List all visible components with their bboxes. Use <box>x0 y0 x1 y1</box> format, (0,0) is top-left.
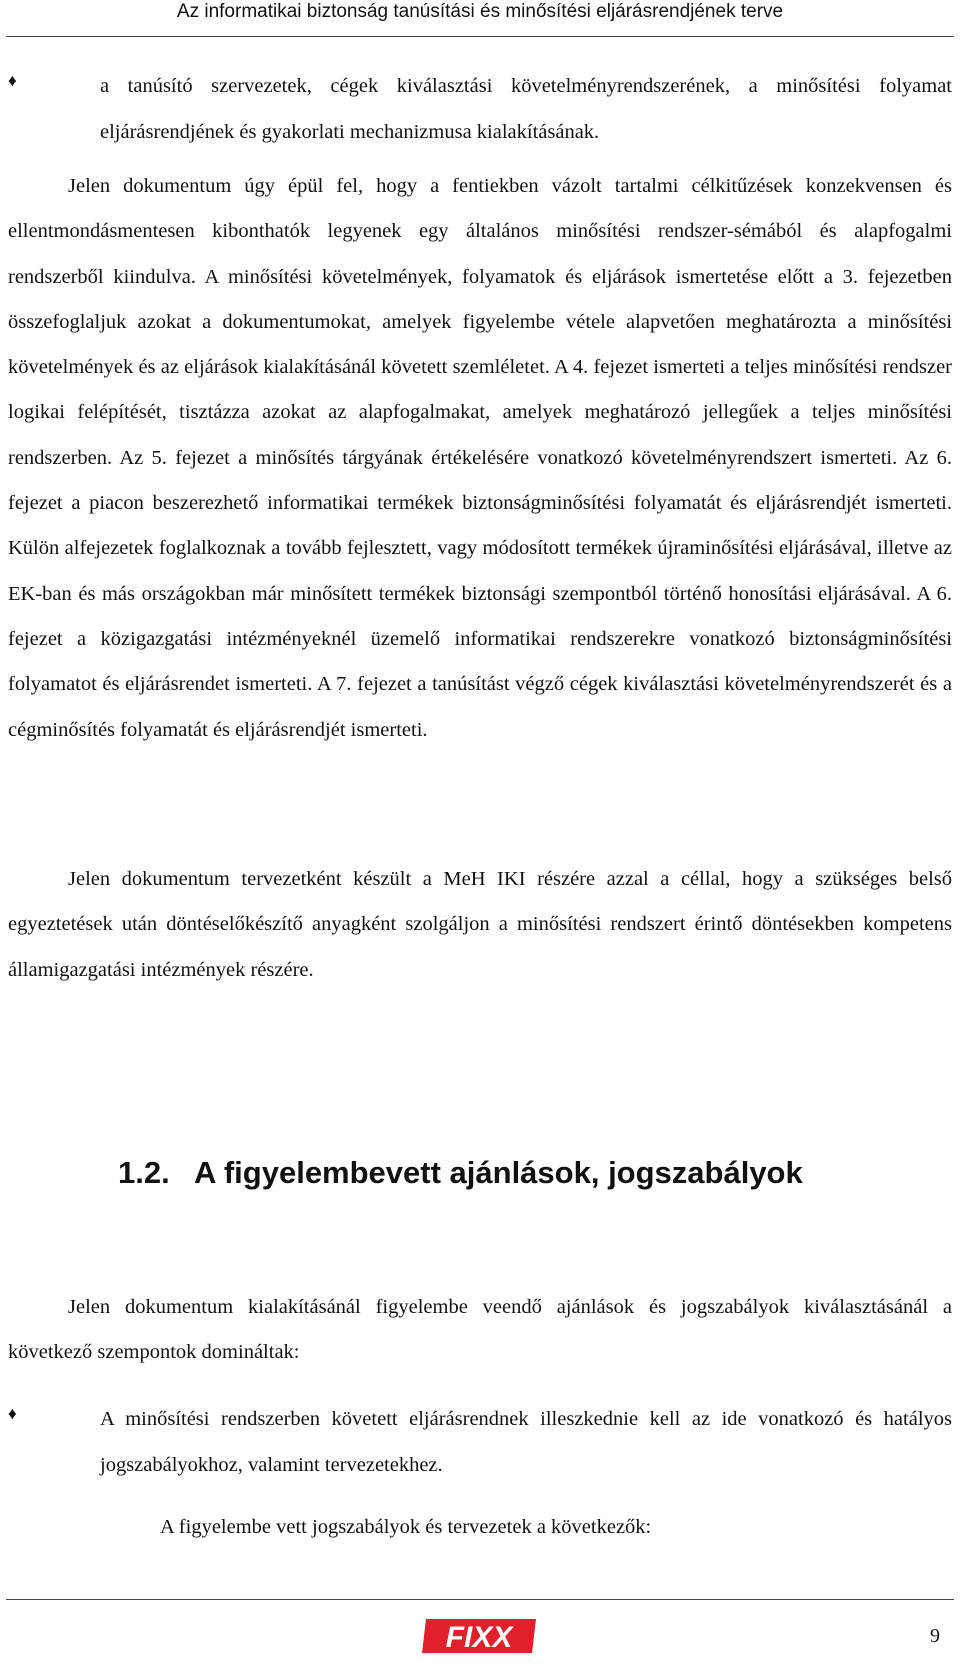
running-header: Az informatikai biztonság tanúsítási és minősítési eljárásrendjének terve <box>176 1 784 22</box>
diamond-bullet-icon: ♦ <box>8 71 17 90</box>
bullet-1-text: a tanúsító szervezetek, cégek kiválasztási követelményrendszerének, a minősítési folyamat eljárásrendjének és gyakorlati mechanizmusa kialakításának. <box>100 75 952 143</box>
bullet-item-1 <box>8 63 952 155</box>
footer-rule <box>6 1599 954 1600</box>
bullet-2-text: A minősítési rendszerben követett eljárásrendnek illeszkednie kell az ide vonatkozó és hatályos jogszabályokhoz, valamint tervezetekhez. <box>100 1408 952 1476</box>
diamond-bullet-icon: ♦ <box>8 1404 17 1423</box>
header-rule <box>6 36 954 37</box>
page-number: 9 <box>930 1625 940 1647</box>
paragraph-2: Jelen dokumentum tervezetként készült a MeH IKI részére azzal a céllal, hogy a szükséges belső egyeztetések után döntéselőkészítő anyagként szolgáljon a minősítési rendszert érintő döntésekben kompetens államigazgatási intézmények részére. <box>8 868 952 981</box>
section-title: A figyelembevett ajánlások, jogszabályok <box>194 1155 803 1190</box>
fixx-logo <box>418 1613 540 1659</box>
bullet-item-2 <box>8 1396 952 1488</box>
paragraph-3: Jelen dokumentum kialakításánál figyelembe veendő ajánlások és jogszabályok kiválasztásánál a következő szempontok domináltak: <box>8 1296 952 1364</box>
paragraph-4: A figyelembe vett jogszabályok és tervezetek a következők: <box>160 1516 652 1538</box>
logo-text: FIXX <box>445 1621 513 1654</box>
paragraph-1: Jelen dokumentum úgy épül fel, hogy a fentiekben vázolt tartalmi célkitűzések konzekvensen és ellentmondásmentesen kibonthatók legyenek egy általános minősítési rendszer-sémából és alapfogalmi rendszerből kiindulva. A minősítési követelmények, folyamatok és eljárások ismertetése előtt a 3. fejezetben összefoglaljuk azokat a dokumentumokat, amelyek figyelembe vétele alapvetően meghatározta a minősítési követelmények és az eljárások kialakításánál követett szemléletet. A 4. fejezet ismerteti a teljes minősítési rendszer logikai felépítését, tisztázza azokat az alapfogalmakat, amelyek meghatározó jellegűek a teljes minősítési rendszerben. Az 5. fejezet a minősítés tárgyának értékelésére vonatkozó követelményrendszert ismerteti. Az 6. fejezet a piacon beszerezhető informatikai termékek biztonságminősítési folyamatát és eljárásrendjét ismerteti. Külön alfejezetek foglalkoznak a tovább fejlesztett, vagy módosított termékek újraminősítési eljárásával, illetve az EK-ban és más országokban már minősített termékek biztonsági szempontból történő honosítási eljárásával. A 6. fejezet a közigazgatási intézményeknél üzemelő informatikai rendszerekre vonatkozó biztonságminősítési folyamatot és eljárásrendet ismerteti. A 7. fejezet a tanúsítást végző cégek kiválasztási követelményrendszerét és a cégminősítés folyamatát és eljárásrendjét ismerteti. <box>8 175 952 741</box>
section-number: 1.2. <box>118 1155 170 1190</box>
section-heading <box>118 1155 803 1191</box>
